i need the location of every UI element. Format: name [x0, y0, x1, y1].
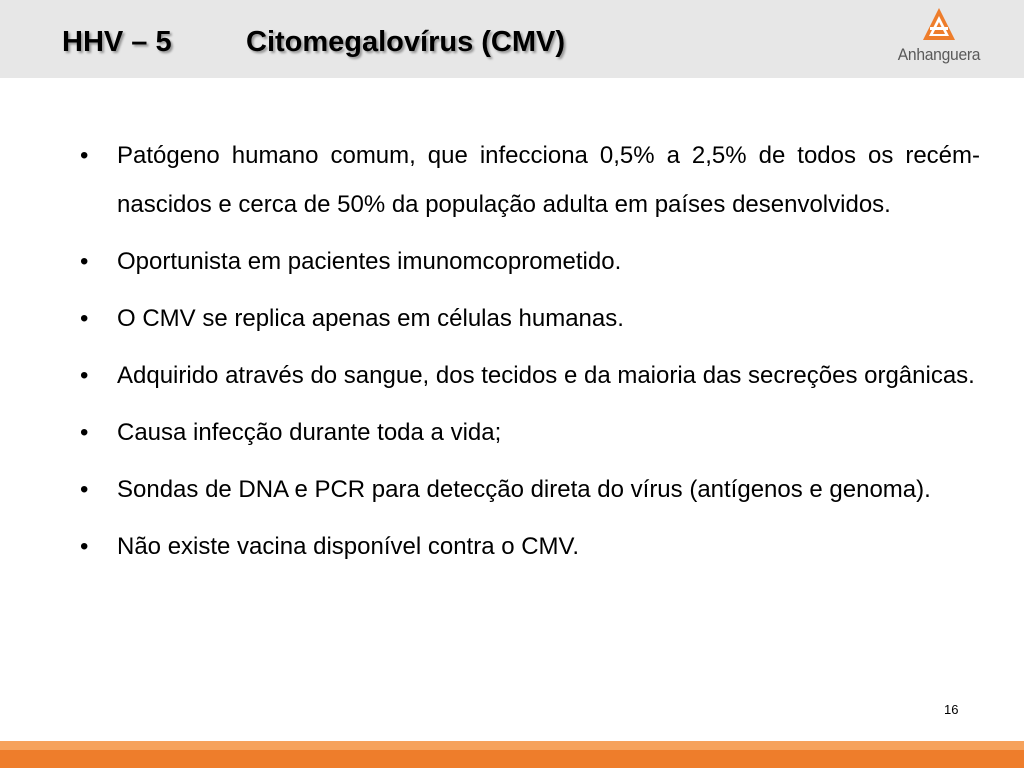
page-number: 16 — [944, 702, 959, 717]
slide-header — [0, 0, 1024, 78]
list-item-text: Patógeno humano comum, que infecciona 0,5% a 2,5% de todos os recém-nascidos e cerca de 50% da população adulta em países desenvolvidos. — [117, 142, 980, 218]
bullet-icon: • — [80, 248, 89, 275]
list-item-text: Causa infecção durante toda a vida; — [117, 419, 502, 446]
list-item — [76, 131, 980, 229]
list-item-text: Adquirido através do sangue, dos tecidos e da maioria das secreções orgânicas. — [117, 362, 975, 389]
list-item — [76, 294, 980, 343]
bullet-list — [76, 131, 980, 579]
bullet-icon: • — [80, 419, 89, 446]
triangle-logo-icon — [921, 6, 957, 42]
footer-highlight — [0, 741, 1024, 750]
bullet-icon: • — [80, 362, 89, 389]
slide-title-code: HHV – 5 — [62, 26, 172, 58]
list-item — [76, 465, 980, 514]
list-item-text: Não existe vacina disponível contra o CMV. — [117, 533, 580, 560]
list-item — [76, 522, 980, 571]
logo-wordmark: Anhanguera — [897, 45, 981, 64]
bullet-icon: • — [80, 533, 89, 560]
list-item — [76, 351, 980, 400]
slide-title-name: Citomegalovírus (CMV) — [246, 26, 566, 58]
list-item — [76, 408, 980, 457]
bullet-icon: • — [80, 142, 89, 169]
bullet-icon: • — [80, 305, 89, 332]
list-item-text: O CMV se replica apenas em células humanas. — [117, 305, 624, 332]
bullet-icon: • — [80, 476, 89, 503]
anhanguera-logo — [890, 6, 988, 70]
list-item — [76, 237, 980, 286]
list-item-text: Oportunista em pacientes imunomcoprometido. — [117, 248, 622, 275]
list-item-text: Sondas de DNA e PCR para detecção direta do vírus (antígenos e genoma). — [117, 476, 931, 503]
footer-bar — [0, 741, 1024, 768]
